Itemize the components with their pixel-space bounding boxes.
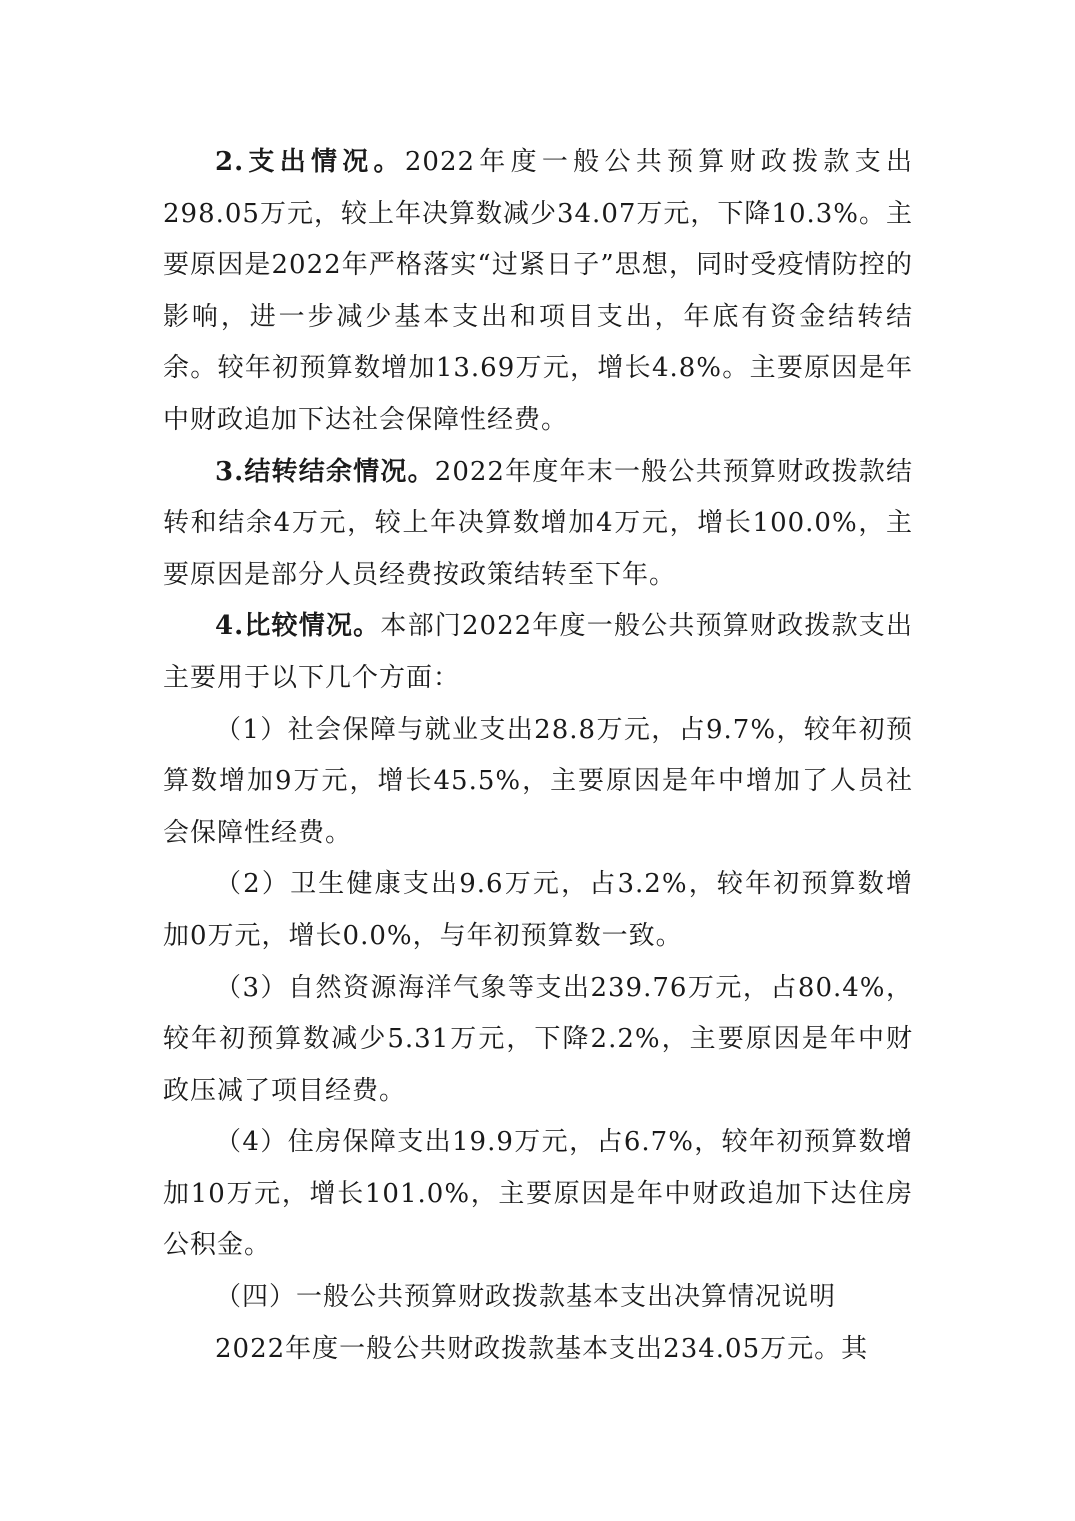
paragraph-carryover: [163, 447, 913, 602]
paragraph-heading-carryover: 3.结转结余情况。: [215, 456, 435, 487]
paragraph-basic-expenditure: 2022年度一般公共财政拨款基本支出234.05万元。其: [215, 1333, 869, 1364]
list-item-health: （2）卫生健康支出9.6万元，占3.2%，较年初预算数增加0万元，增长0.0%，与年初预算数一致。: [163, 869, 913, 951]
paragraph-text-expenditure: 2022年度一般公共预算财政拨款支出298.05万元，较上年决算数减少34.07万元，下降10.3%。主要原因是2022年严格落实“过紧日子”思想，同时受疫情防控的影响，进一步减少基本支出和项目支出，年底有资金结转结余。较年初预算数增加13.69万元，增长4.8%。主要原因是年中财政追加下达社会保障性经费。: [163, 147, 914, 435]
paragraph-heading-comparison: 4.比较情况。: [215, 611, 381, 642]
section-heading: （四）一般公共预算财政拨款基本支出决算情况说明: [215, 1282, 837, 1313]
list-item-housing: （4）住房保障支出19.9万元，占6.7%，较年初预算数增加10万元，增长101.0%，主要原因是年中财政追加下达住房公积金。: [163, 1127, 913, 1261]
paragraph-text-comparison: 本部门2022年度一般公共预算财政拨款支出主要用于以下几个方面：: [163, 611, 913, 693]
paragraph-text-carryover: 2022年度年末一般公共预算财政拨款结转和结余4万元，较上年决算数增加4万元，增长100.0%，主要原因是部分人员经费按政策结转至下年。: [163, 456, 913, 590]
paragraph-heading-expenditure: 2.支出情况。: [215, 147, 405, 177]
list-item-social-security: （1）社会保障与就业支出28.8万元，占9.7%，较年初预算数增加9万元，增长45.5%，主要原因是年中增加了人员社会保障性经费。: [163, 714, 913, 848]
list-item-natural-resources: （3）自然资源海洋气象等支出239.76万元，占80.4%，较年初预算数减少5.31万元，下降2.2%，主要原因是年中财政压减了项目经费。: [163, 972, 913, 1106]
paragraph-expenditure: [163, 137, 913, 447]
paragraph-comparison: [163, 601, 913, 704]
document-body: [163, 137, 913, 1375]
